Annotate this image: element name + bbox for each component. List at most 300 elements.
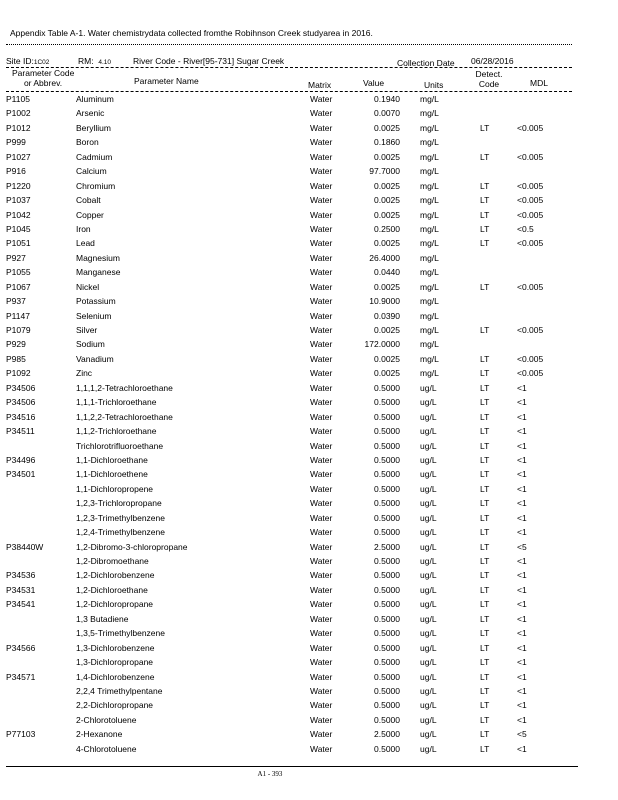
value-cell: 0.0025 — [374, 195, 400, 206]
parameter-name-cell: 1,2,4-Trimethylbenzene — [76, 527, 165, 538]
detect-code-cell: LT — [480, 700, 490, 711]
mdl-cell: <1 — [517, 411, 527, 422]
parameter-code-cell: P1002 — [6, 108, 31, 119]
value-cell: 0.0025 — [374, 325, 400, 335]
mdl-cell: <1 — [517, 599, 527, 610]
parameter-name-cell: 1,4-Dichlorobenzene — [76, 671, 155, 682]
matrix-cell: Water — [310, 714, 333, 725]
table-row — [0, 541, 618, 555]
units-cell: mg/L — [420, 94, 439, 104]
parameter-name-cell: 1,3,5-Trimethylbenzene — [76, 628, 165, 639]
value-cell: 0.5000 — [374, 498, 400, 509]
value-cell: 0.5000 — [374, 613, 400, 624]
value-cell: 0.0025 — [374, 209, 400, 220]
units-cell: mg/L — [420, 223, 439, 234]
parameter-name-cell: Selenium — [76, 310, 112, 321]
detect-code-cell: LT — [480, 541, 490, 552]
data-table — [0, 93, 618, 757]
units-cell: ug/L — [420, 599, 437, 610]
matrix-cell: Water — [310, 252, 333, 263]
matrix-cell: Water — [310, 267, 333, 278]
table-row — [0, 627, 618, 641]
value-cell: 0.0025 — [374, 353, 400, 364]
value-cell: 0.0025 — [374, 281, 400, 292]
detect-code-cell: LT — [480, 512, 490, 523]
parameter-name-cell: 1,1-Dichloropropene — [76, 483, 154, 494]
matrix-cell: Water — [310, 209, 333, 220]
matrix-cell: Water — [310, 368, 333, 379]
parameter-name-cell: 1,2,3-Trimethylbenzene — [76, 512, 165, 523]
matrix-cell: Water — [310, 700, 333, 711]
header-parameter-name: Parameter Name — [134, 76, 199, 86]
detect-code-cell: LT — [480, 325, 490, 335]
parameter-name-cell: Nickel — [76, 281, 100, 292]
mdl-cell: <1 — [517, 483, 527, 494]
table-row — [0, 699, 618, 713]
parameter-name-cell: 1,1,1,2-Tetrachloroethane — [76, 382, 173, 393]
detect-code-cell: LT — [480, 584, 490, 595]
matrix-cell: Water — [310, 454, 333, 465]
page-number: A1 - 393 — [257, 770, 283, 778]
table-row — [0, 483, 618, 497]
value-cell: 0.5000 — [374, 584, 400, 595]
value-cell: 0.5000 — [374, 469, 400, 480]
value-cell: 0.0025 — [374, 368, 400, 379]
detect-code-cell: LT — [480, 556, 490, 566]
value-cell: 0.5000 — [374, 570, 400, 581]
parameter-code-cell: P1045 — [6, 223, 31, 234]
mdl-cell: <0.005 — [517, 122, 544, 133]
matrix-cell: Water — [310, 180, 333, 191]
matrix-cell: Water — [310, 729, 333, 740]
detect-code-cell: LT — [480, 195, 490, 206]
detect-code-cell: LT — [480, 613, 490, 624]
units-cell: ug/L — [420, 685, 437, 696]
mdl-cell: <1 — [517, 426, 527, 437]
value-cell: 0.5000 — [374, 527, 400, 538]
parameter-code-cell: P34566 — [6, 642, 36, 653]
table-row — [0, 714, 618, 728]
table-row — [0, 93, 618, 107]
table-row — [0, 237, 618, 251]
mdl-cell: <1 — [517, 685, 527, 696]
mdl-cell: <1 — [517, 584, 527, 595]
parameter-name-cell: 1,3-Dichlorobenzene — [76, 642, 155, 653]
units-cell: mg/L — [420, 195, 439, 206]
parameter-code-cell: P77103 — [6, 729, 36, 740]
parameter-code-cell: P1105 — [6, 94, 30, 104]
value-cell: 0.5000 — [374, 642, 400, 653]
matrix-cell: Water — [310, 743, 333, 754]
detect-code-cell: LT — [480, 657, 490, 668]
table-row — [0, 338, 618, 352]
detect-code-cell: LT — [480, 397, 490, 408]
parameter-name-cell: Beryllium — [76, 122, 111, 133]
table-row — [0, 642, 618, 656]
parameter-code-cell: P1092 — [6, 368, 31, 379]
value-cell: 0.5000 — [374, 743, 400, 754]
value-cell: 0.5000 — [374, 671, 400, 682]
table-row — [0, 512, 618, 526]
parameter-name-cell: Silver — [76, 325, 98, 335]
mdl-cell: <1 — [517, 714, 527, 725]
detect-code-cell: LT — [480, 281, 490, 292]
units-cell: mg/L — [420, 238, 439, 249]
table-row — [0, 295, 618, 309]
value-cell: 0.5000 — [374, 628, 400, 639]
units-cell: ug/L — [420, 411, 437, 422]
value-cell: 0.5000 — [374, 454, 400, 465]
parameter-name-cell: Chromium — [76, 180, 116, 191]
value-cell: 0.5000 — [374, 714, 400, 725]
matrix-cell: Water — [310, 281, 333, 292]
value-cell: 0.0390 — [374, 310, 400, 321]
mdl-cell: <1 — [517, 440, 527, 451]
units-cell: mg/L — [420, 151, 439, 162]
value-cell: 0.0025 — [374, 180, 400, 191]
units-cell: mg/L — [420, 368, 439, 379]
header-divider-top — [6, 67, 572, 68]
parameter-name-cell: 2,2,4 Trimethylpentane — [76, 685, 163, 696]
matrix-cell: Water — [310, 397, 333, 408]
parameter-name-cell: Arsenic — [76, 108, 105, 119]
mdl-cell: <0.005 — [517, 151, 544, 162]
detect-code-cell: LT — [480, 685, 490, 696]
value-cell: 0.0440 — [374, 267, 400, 278]
units-cell: mg/L — [420, 166, 439, 177]
header-divider-bottom — [6, 91, 572, 92]
matrix-cell: Water — [310, 151, 333, 162]
matrix-cell: Water — [310, 527, 333, 538]
detect-code-cell: LT — [480, 440, 490, 451]
matrix-cell: Water — [310, 339, 333, 350]
mdl-cell: <1 — [517, 642, 527, 653]
units-cell: mg/L — [420, 252, 439, 263]
parameter-code-cell: P1147 — [6, 310, 30, 321]
mdl-cell: <0.005 — [517, 238, 544, 249]
header-value: Value — [363, 78, 385, 88]
table-row — [0, 425, 618, 439]
detect-code-cell: LT — [480, 368, 490, 379]
units-cell: ug/L — [420, 584, 437, 595]
matrix-cell: Water — [310, 685, 333, 696]
matrix-cell: Water — [310, 584, 333, 595]
value-cell: 0.2500 — [374, 223, 400, 234]
matrix-cell: Water — [310, 353, 333, 364]
parameter-code-cell: P937 — [6, 296, 26, 307]
parameter-code-cell: P34506 — [6, 382, 36, 393]
matrix-cell: Water — [310, 382, 333, 393]
parameter-name-cell: 1,3-Dichloropropane — [76, 657, 154, 668]
units-cell: ug/L — [420, 426, 437, 437]
units-cell: ug/L — [420, 454, 437, 465]
rm-value: 4.10 — [98, 59, 111, 66]
table-row — [0, 656, 618, 670]
parameter-name-cell: 1,2-Dichloropropane — [76, 599, 154, 610]
matrix-cell: Water — [310, 238, 333, 249]
detect-code-cell: LT — [480, 743, 490, 754]
parameter-name-cell: Vanadium — [76, 353, 114, 364]
parameter-name-cell: 1,1,1-Trichloroethane — [76, 397, 157, 408]
parameter-code-cell: P34571 — [6, 671, 36, 682]
mdl-cell: <1 — [517, 613, 527, 624]
units-cell: ug/L — [420, 527, 437, 538]
header-matrix: Matrix — [308, 80, 332, 90]
units-cell: ug/L — [420, 483, 437, 494]
detect-code-cell: LT — [480, 454, 490, 465]
header-param-line1: Parameter Code — [12, 68, 75, 78]
collection-date: 06/28/2016 — [471, 56, 514, 66]
detect-code-cell: LT — [480, 411, 490, 422]
units-cell: ug/L — [420, 729, 437, 740]
table-row — [0, 252, 618, 266]
units-cell: mg/L — [420, 353, 439, 364]
detect-code-cell: LT — [480, 570, 490, 581]
table-row — [0, 598, 618, 612]
parameter-code-cell: P34536 — [6, 570, 36, 581]
table-row — [0, 569, 618, 583]
value-cell: 0.0025 — [374, 238, 400, 249]
detect-code-cell: LT — [480, 238, 490, 249]
parameter-name-cell: Zinc — [76, 368, 93, 379]
matrix-cell: Water — [310, 671, 333, 682]
table-row — [0, 555, 618, 569]
mdl-cell: <1 — [517, 498, 527, 509]
matrix-cell: Water — [310, 195, 333, 206]
mdl-cell: <0.005 — [517, 281, 544, 292]
value-cell: 0.5000 — [374, 483, 400, 494]
table-row — [0, 671, 618, 685]
value-cell: 0.5000 — [374, 411, 400, 422]
value-cell: 2.5000 — [374, 541, 400, 552]
matrix-cell: Water — [310, 223, 333, 234]
matrix-cell: Water — [310, 541, 333, 552]
matrix-cell: Water — [310, 628, 333, 639]
units-cell: mg/L — [420, 209, 439, 220]
mdl-cell: <0.5 — [517, 223, 534, 234]
mdl-cell: <5 — [517, 729, 527, 740]
detect-code-cell: LT — [480, 223, 490, 234]
table-row — [0, 396, 618, 410]
header-code-line1: Detect. — [475, 69, 503, 79]
mdl-cell: <0.005 — [517, 180, 544, 191]
detect-code-cell: LT — [480, 729, 490, 740]
table-row — [0, 454, 618, 468]
matrix-cell: Water — [310, 469, 333, 480]
detect-code-cell: LT — [480, 527, 490, 538]
table-row — [0, 382, 618, 396]
table-row — [0, 324, 618, 338]
table-row — [0, 310, 618, 324]
matrix-cell: Water — [310, 411, 333, 422]
parameter-name-cell: Iron — [76, 223, 91, 234]
detect-code-cell: LT — [480, 498, 490, 509]
detect-code-cell: LT — [480, 599, 490, 610]
parameter-name-cell: 1,1-Dichloroethene — [76, 469, 148, 480]
parameter-name-cell: Lead — [76, 238, 95, 249]
units-cell: ug/L — [420, 512, 437, 523]
parameter-name-cell: Aluminum — [76, 94, 114, 104]
table-row — [0, 367, 618, 381]
parameter-name-cell: Cadmium — [76, 151, 113, 162]
parameter-name-cell: Manganese — [76, 267, 121, 278]
value-cell: 0.5000 — [374, 440, 400, 451]
table-title: Appendix Table A-1. Water chemistrydata collected fromthe Robihnson Creek studyarea in 2016. — [10, 28, 373, 38]
parameter-name-cell: Boron — [76, 137, 99, 148]
detect-code-cell: LT — [480, 714, 490, 725]
value-cell: 0.0025 — [374, 122, 400, 133]
site-id-label: Site ID: — [6, 56, 34, 66]
parameter-code-cell: P927 — [6, 252, 26, 263]
parameter-code-cell: P34501 — [6, 469, 36, 480]
matrix-cell: Water — [310, 642, 333, 653]
matrix-cell: Water — [310, 325, 333, 335]
mdl-cell: <1 — [517, 570, 527, 581]
matrix-cell: Water — [310, 94, 333, 104]
detect-code-cell: LT — [480, 469, 490, 480]
units-cell: ug/L — [420, 700, 437, 711]
header-units: Units — [424, 80, 444, 90]
detect-code-cell: LT — [480, 353, 490, 364]
header-mdl: MDL — [530, 78, 548, 88]
value-cell: 0.0025 — [374, 151, 400, 162]
table-row — [0, 685, 618, 699]
mdl-cell: <1 — [517, 454, 527, 465]
header-parameter-code — [12, 68, 74, 88]
mdl-cell: <1 — [517, 512, 527, 523]
table-row — [0, 281, 618, 295]
table-row — [0, 613, 618, 627]
parameter-code-cell: P1051 — [6, 238, 31, 249]
river-code: River Code - River[95-731] Sugar Creek — [133, 56, 285, 66]
units-cell: ug/L — [420, 671, 437, 682]
units-cell: ug/L — [420, 714, 437, 725]
value-cell: 0.5000 — [374, 657, 400, 668]
detect-code-cell: LT — [480, 671, 490, 682]
value-cell: 0.5000 — [374, 512, 400, 523]
parameter-code-cell: P985 — [6, 353, 26, 364]
parameter-code-cell: P929 — [6, 339, 26, 350]
table-row — [0, 353, 618, 367]
units-cell: ug/L — [420, 570, 437, 581]
mdl-cell: <1 — [517, 743, 527, 754]
parameter-name-cell: 4-Chlorotoluene — [76, 743, 137, 754]
value-cell: 2.5000 — [374, 729, 400, 740]
value-cell: 0.5000 — [374, 397, 400, 408]
matrix-cell: Water — [310, 310, 333, 321]
detect-code-cell: LT — [480, 426, 490, 437]
units-cell: ug/L — [420, 469, 437, 480]
matrix-cell: Water — [310, 296, 333, 307]
mdl-cell: <1 — [517, 657, 527, 668]
mdl-cell: <1 — [517, 628, 527, 639]
mdl-cell: <1 — [517, 397, 527, 408]
units-cell: mg/L — [420, 296, 439, 307]
value-cell: 0.0070 — [374, 108, 400, 119]
table-row — [0, 223, 618, 237]
units-cell: mg/L — [420, 267, 439, 278]
parameter-name-cell: Potassium — [76, 296, 116, 307]
value-cell: 97.7000 — [369, 166, 400, 177]
matrix-cell: Water — [310, 166, 333, 177]
matrix-cell: Water — [310, 599, 333, 610]
table-row — [0, 209, 618, 223]
units-cell: mg/L — [420, 325, 439, 335]
units-cell: mg/L — [420, 108, 439, 119]
parameter-name-cell: 1,1,2-Trichloroethane — [76, 426, 157, 437]
parameter-name-cell: 1,1,2,2-Tetrachloroethane — [76, 411, 173, 422]
detect-code-cell: LT — [480, 642, 490, 653]
parameter-name-cell: Trichlorotrifluoroethane — [76, 440, 164, 451]
table-row — [0, 526, 618, 540]
parameter-code-cell: P34496 — [6, 454, 36, 465]
matrix-cell: Water — [310, 657, 333, 668]
mdl-cell: <1 — [517, 671, 527, 682]
units-cell: ug/L — [420, 556, 437, 566]
collection-date-label: Collection Date — [397, 58, 455, 68]
header-detect-code — [474, 69, 504, 89]
units-cell: ug/L — [420, 382, 437, 393]
value-cell: 10.9000 — [369, 296, 400, 307]
value-cell: 26.4000 — [369, 252, 400, 263]
parameter-name-cell: 1,2,3-Trichloropropane — [76, 498, 162, 509]
units-cell: ug/L — [420, 657, 437, 668]
units-cell: mg/L — [420, 180, 439, 191]
parameter-code-cell: P1027 — [6, 151, 31, 162]
table-row — [0, 180, 618, 194]
detect-code-cell: LT — [480, 628, 490, 639]
units-cell: ug/L — [420, 397, 437, 408]
value-cell: 0.1860 — [374, 137, 400, 148]
parameter-name-cell: Magnesium — [76, 252, 120, 263]
detect-code-cell: LT — [480, 382, 490, 393]
parameter-name-cell: Sodium — [76, 339, 105, 350]
units-cell: mg/L — [420, 339, 439, 350]
mdl-cell: <1 — [517, 382, 527, 393]
mdl-cell: <1 — [517, 527, 527, 538]
parameter-name-cell: 1,2-Dichlorobenzene — [76, 570, 155, 581]
parameter-code-cell: P34531 — [6, 584, 36, 595]
parameter-code-cell: P1067 — [6, 281, 31, 292]
table-row — [0, 194, 618, 208]
parameter-code-cell: P34541 — [6, 599, 36, 610]
parameter-code-cell: P1037 — [6, 195, 31, 206]
table-row — [0, 122, 618, 136]
parameter-code-cell: P1042 — [6, 209, 31, 220]
parameter-code-cell: P1012 — [6, 122, 31, 133]
table-row — [0, 584, 618, 598]
detect-code-cell: LT — [480, 483, 490, 494]
units-cell: mg/L — [420, 310, 439, 321]
rm-label: RM: — [78, 56, 94, 66]
parameter-code-cell: P34506 — [6, 397, 36, 408]
matrix-cell: Water — [310, 137, 333, 148]
table-row — [0, 728, 618, 742]
parameter-name-cell: 1,1-Dichloroethane — [76, 454, 148, 465]
parameter-name-cell: Cobalt — [76, 195, 101, 206]
parameter-name-cell: 2,2-Dichloropropane — [76, 700, 154, 711]
matrix-cell: Water — [310, 483, 333, 494]
header-code-line2: Code — [478, 79, 500, 89]
units-cell: ug/L — [420, 498, 437, 509]
units-cell: ug/L — [420, 743, 437, 754]
parameter-name-cell: Calcium — [76, 166, 107, 177]
table-row — [0, 411, 618, 425]
site-id-value: 1C02 — [33, 59, 50, 66]
matrix-cell: Water — [310, 122, 333, 133]
detect-code-cell: LT — [480, 151, 490, 162]
parameter-name-cell: 1,3 Butadiene — [76, 613, 129, 624]
